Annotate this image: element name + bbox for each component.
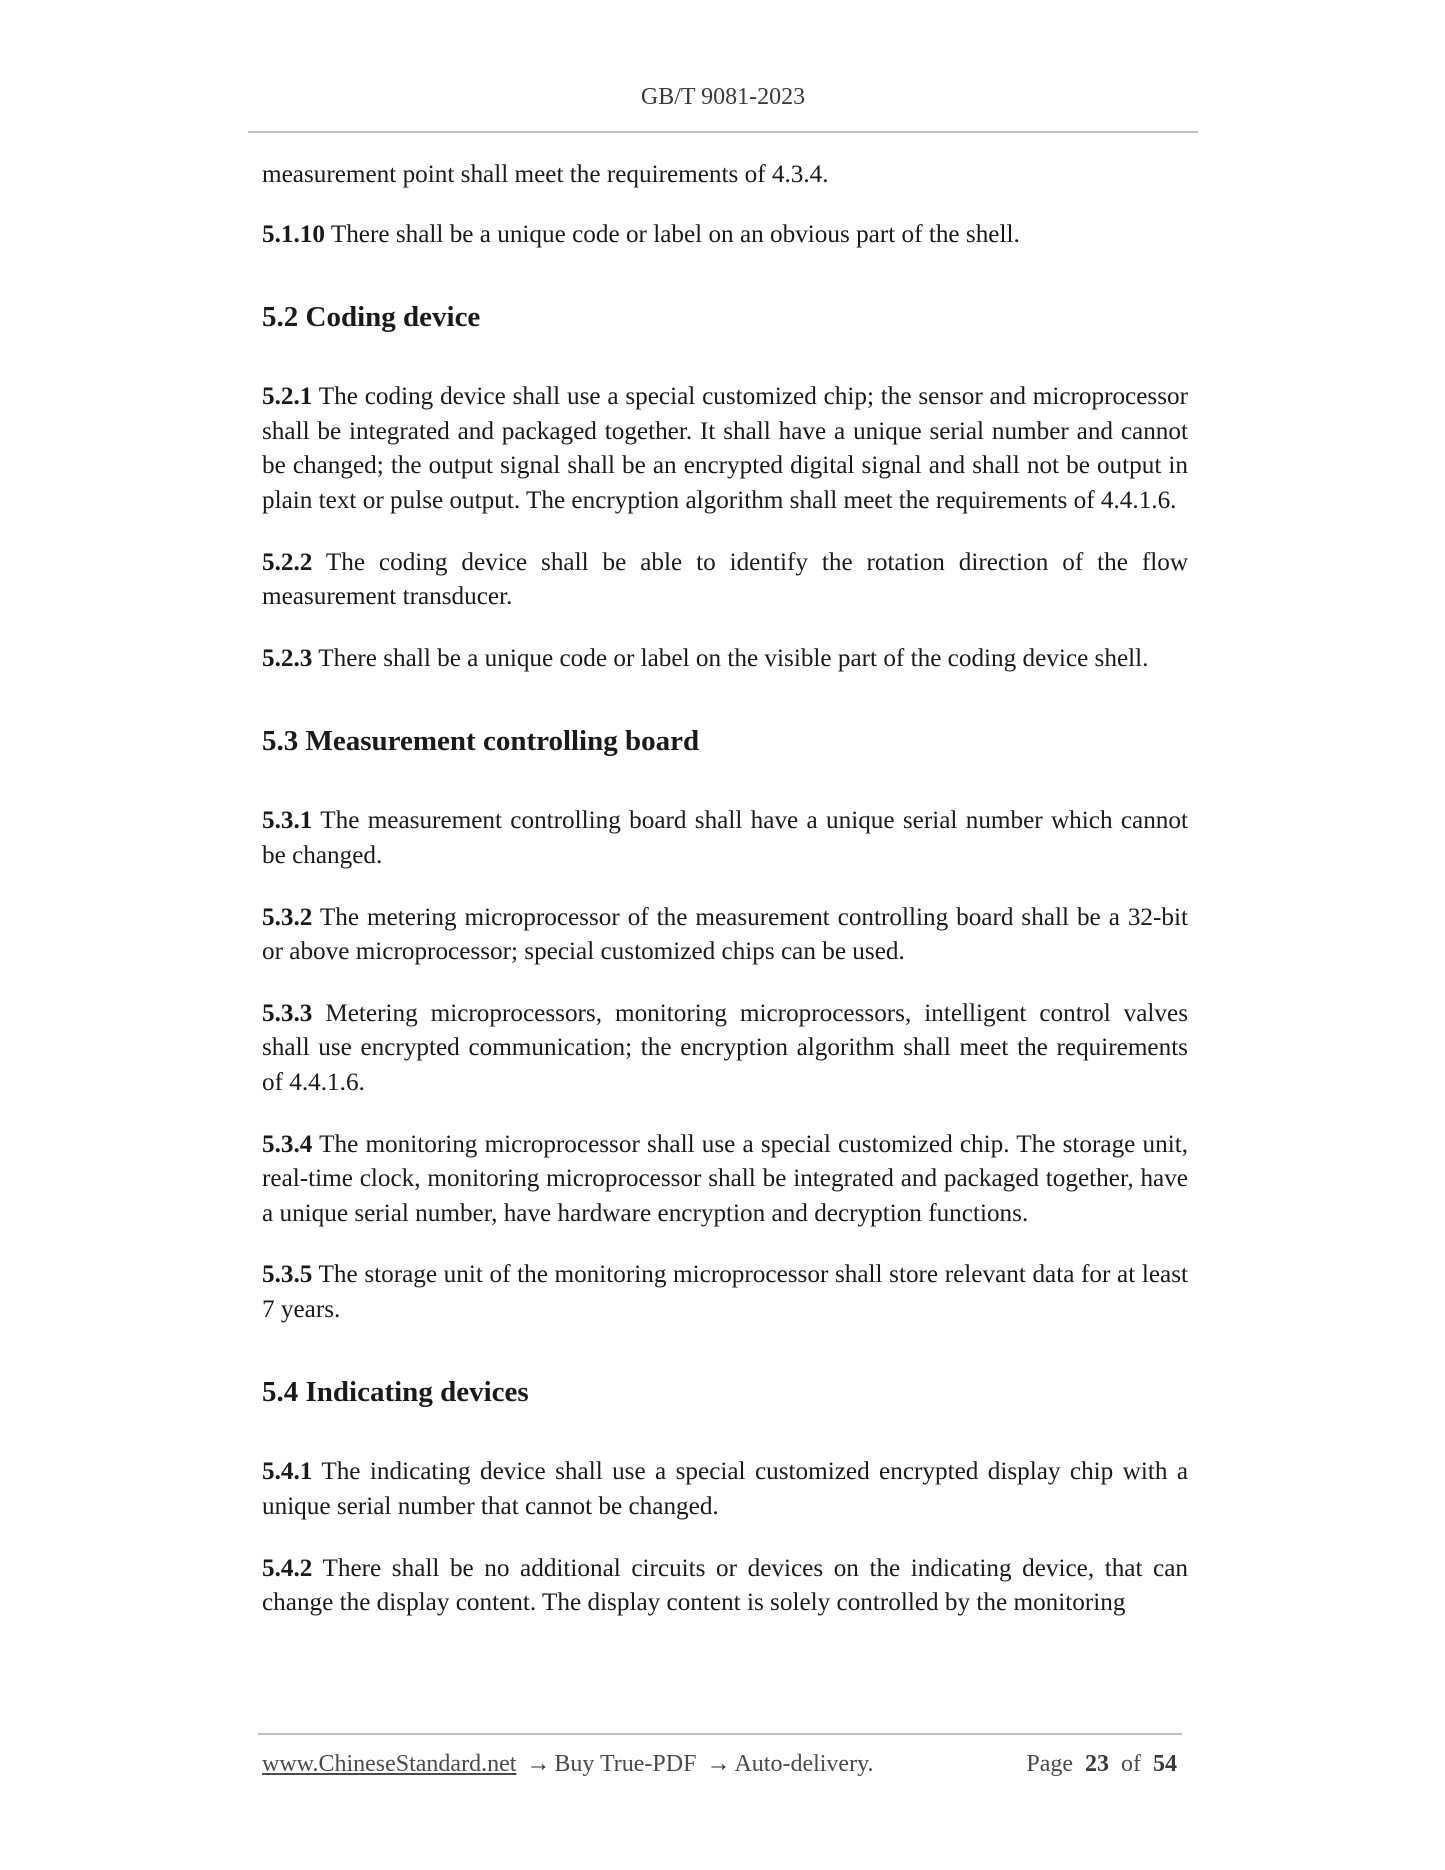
clause-text: The coding device shall be able to identify the rotation direction of the flow measurement transducer.	[262, 548, 1189, 611]
clause-text: The measurement controlling board shall have a unique serial number which cannot be changed.	[262, 807, 1188, 869]
clause-number: 5.2.3	[262, 644, 313, 672]
section-heading-5-4: 5.4 Indicating devices	[262, 1376, 529, 1409]
clause-number: 5.3.3	[262, 999, 313, 1027]
clause-text: There shall be a unique code or label on the visible part of the coding device shell.	[318, 644, 1149, 672]
clause-text: There shall be a unique code or label on an obvious part of the shell.	[330, 220, 1020, 248]
buy-pdf-text: Buy True-PDF	[554, 1751, 697, 1777]
footer-promo	[262, 1751, 874, 1778]
clause-number: 5.4.2	[262, 1554, 313, 1582]
clause-text: There shall be no additional circuits or devices on the indicating device, that can change the display content. The display content is solely controlled by the monitoring	[262, 1554, 1188, 1617]
page-number	[1026, 1751, 1177, 1778]
document-body	[262, 158, 1188, 1648]
clause-5-3-1	[262, 804, 1188, 873]
footer-divider	[258, 1733, 1182, 1735]
clause-number: 5.3.1	[262, 807, 313, 835]
current-page: 23	[1085, 1751, 1109, 1777]
total-pages: 54	[1153, 1751, 1177, 1777]
page-label: Page	[1026, 1751, 1073, 1777]
clause-text: Metering microprocessors, monitoring microprocessors, intelligent control valves shall use encrypted communication; the encryption algorithm shall meet the requirements of 4.4.1.6.	[262, 999, 1189, 1096]
clause-5-4-1	[262, 1455, 1188, 1524]
clause-number: 5.3.5	[262, 1261, 313, 1289]
header-divider	[248, 131, 1198, 133]
of-label: of	[1121, 1751, 1141, 1777]
page-header-title: GB/T 9081-2023	[640, 84, 806, 110]
clause-5-2-1	[262, 380, 1188, 518]
paragraph-continuation	[262, 158, 1188, 193]
clause-number: 5.2.2	[262, 548, 313, 576]
clause-text: The monitoring microprocessor shall use a special customized chip. The storage unit, real-time clock, monitoring microprocessor shall be integrated and packaged together, have a unique serial number, have hardware encryption and decryption functions.	[262, 1130, 1188, 1227]
clause-5-4-2	[262, 1552, 1188, 1621]
arrow-right-icon: →	[526, 1751, 551, 1777]
clause-5-2-2	[262, 546, 1188, 615]
clause-5-3-5	[262, 1258, 1188, 1327]
clause-text: The indicating device shall use a special customized encrypted display chip with a unique serial number that cannot be changed.	[262, 1458, 1189, 1521]
clause-number: 5.4.1	[262, 1458, 313, 1486]
clause-5-3-3	[262, 997, 1188, 1101]
paragraph-text: measurement point shall meet the requirements of 4.3.4.	[262, 161, 829, 188]
clause-number: 5.1.10	[262, 220, 325, 248]
clause-text: The storage unit of the monitoring microprocessor shall store relevant data for at least 7 years.	[262, 1261, 1188, 1323]
section-heading-5-2: 5.2 Coding device	[262, 301, 481, 334]
clause-number: 5.2.1	[262, 383, 313, 411]
clause-5-1-10	[262, 218, 1188, 253]
clause-text: The coding device shall use a special customized chip; the sensor and microprocessor shall be integrated and packaged together. It shall have a unique serial number and cannot be changed; the output signal shall be an encrypted digital signal and shall not be output in plain text or pulse output. The encryption algorithm shall meet the requirements of 4.4.1.6.	[262, 383, 1188, 514]
section-heading-5-3: 5.3 Measurement controlling board	[262, 725, 700, 758]
website-link[interactable]: www.ChineseStandard.net	[262, 1751, 517, 1777]
clause-text: The metering microprocessor of the measurement controlling board shall be a 32-bit or above microprocessor; special customized chips can be used.	[262, 903, 1189, 966]
clause-5-3-2	[262, 901, 1188, 970]
clause-5-2-3	[262, 642, 1188, 677]
clause-number: 5.3.2	[262, 903, 313, 931]
clause-5-3-4	[262, 1128, 1188, 1232]
clause-number: 5.3.4	[262, 1130, 313, 1158]
auto-delivery-text: Auto-delivery.	[734, 1751, 874, 1777]
arrow-right-icon: →	[706, 1751, 731, 1777]
